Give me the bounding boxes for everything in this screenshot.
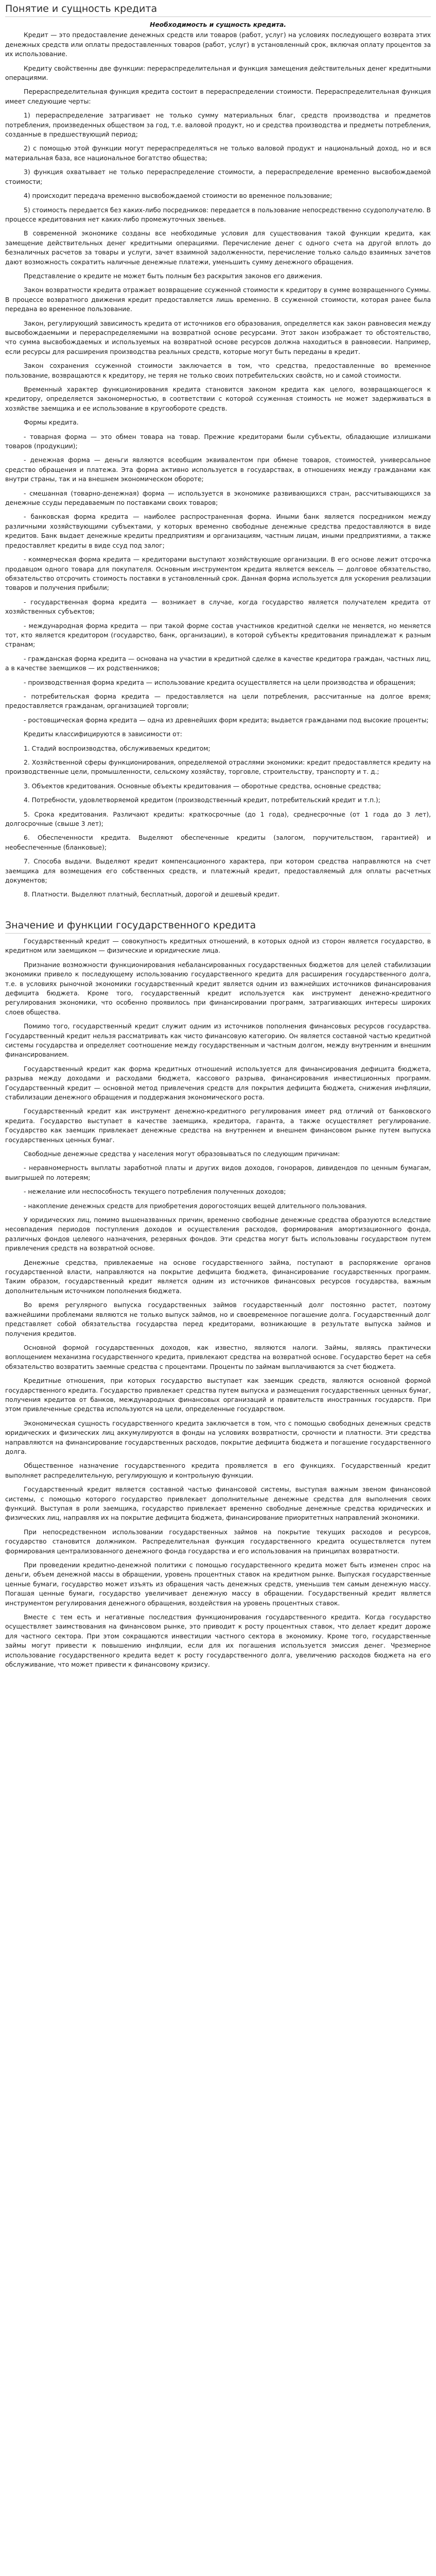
- paragraph: - гражданская форма кредита — основана на участии в кредитной сделке в качестве кредитора граждан, частных лиц, а в качестве заемщиков — их родственников;: [5, 655, 431, 672]
- paragraph: 8. Платности. Выделяют платный, бесплатный, дорогой и дешевый кредит.: [24, 891, 280, 899]
- paragraph: Формы кредита.: [24, 419, 79, 427]
- paragraph: - неравномерность выплаты заработной платы и других видов доходов, гонораров, дивидендов по ценным бумагам, выигрышей по лотереям;: [5, 1164, 431, 1181]
- paragraph: 5) стоимость передается без каких-либо посредников: передается в пользование непосредственно ссудополучателю. В процессе кредитования нет каких-либо промежуточных звеньев.: [5, 206, 431, 223]
- paragraph: Помимо того, государственный кредит служит одним из источников пополнения финансовых ресурсов государства. Государственный кредит нельзя рассматривать как чисто финансовую категорию. Он является составной частью кредитной системы государства и определяет соотношение между государственным и частным долгом, между внутренним и внешним финансированием.: [5, 1023, 431, 1059]
- paragraph: 2) с помощью этой функции могут перераспределяться не только валовой продукт и национальный доход, но и вся материальная база, все национальное богатство общества;: [5, 145, 431, 162]
- paragraph: Закон возвратности кредита отражает возвращение ссуженной стоимости к кредитору в сумме возвращенного Суммы. В процессе возвратного движения кредит предоставляется лишь временно. В ссуженной стоимости, которая ранее была передана во временное пользование.: [5, 286, 431, 313]
- paragraph: Кредиту свойственны две функции: перераспределительная и функция замещения действительных денег кредитными операциями.: [5, 64, 431, 82]
- paragraph: 2. Хозяйственной сферы функционирования, определяемой отраслями экономики: кредит предоставляется кредиту на производственные цели, промышленности, сельскому хозяйству, торговле, строительству, транспорту и т. д.;: [5, 759, 431, 776]
- paragraph: 1. Стадий воспроизводства, обслуживаемых кредитом;: [24, 744, 211, 752]
- paragraph: 6. Обеспеченности кредита. Выделяют обеспеченные кредиты (залогом, поручительством, гарантией) и необеспеченные (бланковые);: [5, 834, 431, 851]
- paragraph: Вместе с тем есть и негативные последствия функционирования государственного кредита. Когда государство осуществляет заимствования на финансовом рынке, это приводит к росту процентных ставок, что делает кредит дороже для частного сектора. При этом сокращаются инвестиции частного сектора в экономику. Кроме того, государственные займы могут привести к повышению инфляции, если для их погашения используется эмиссия денег. Чрезмерное использование государственного кредита ведет к росту государственного долга, увеличению расходов бюджета на его обслуживание, что может привести к финансовому кризису.: [5, 1614, 431, 1669]
- paragraph: 4) происходит передача временно высвобождаемой стоимости во временное пользование;: [24, 192, 333, 200]
- paragraph: - потребительская форма кредита — предоставляется на цели потребления, рассчитанные на долгое время; предоставляется гражданам, организацией торговли;: [5, 692, 431, 710]
- paragraph: Во время регулярного выпуска государственных займов государственный долг постоянно растет, поэтому важнейшими проблемами являются не только выпуск займов, но и своевременное погашение долга. Государственный долг представляет собой обязательства государства перед кредиторами, возникающие в результате выпуска займов и получения кредитов.: [5, 1301, 431, 1337]
- paragraph: Представление о кредите не может быть полным без раскрытия законов его движения.: [24, 272, 323, 280]
- paragraph: - денежная форма — деньги являются всеобщим эквивалентом при обмене товаров, стоимостей, универсальное средство обращения и платежа. Эта форма активно используется в государствах, в отношениях между гражданами как внутри страны, так и на внешнем экономическом обороте;: [5, 456, 431, 483]
- paragraph: - ростовщическая форма кредита — одна из древнейших форм кредита; выдается гражданами под высокие проценты;: [24, 716, 429, 724]
- paragraph: У юридических лиц, помимо вышеназванных причин, временно свободные денежные средства образуются вследствие несовпадения периодов поступления доходов и осуществления расходов, формирования амортизационного фонда, различных фондов целевого назначения, резервных фондов. Эти средства могут быть использованы государством путем привлечения средств на возвратной основе.: [5, 1216, 431, 1252]
- paragraph: 5. Срока кредитования. Различают кредиты: краткосрочные (до 1 года), среднесрочные (от 1 года до 3 лет), долгосрочные (свыше 3 лет);: [5, 810, 431, 828]
- section-body: [5, 937, 431, 1674]
- section-title: Значение и функции государственного кредита: [5, 920, 431, 934]
- paragraph: - международная форма кредита — при такой форме состав участников кредитной сделки не меняется, но меняется тот, кто является кредитором (государство, банк, организации), в которой субъекты кредитования принадлежат к разным странам;: [5, 622, 431, 649]
- paragraph: - нежелание или неспособность текущего потребления полученных доходов;: [24, 1188, 286, 1196]
- paragraph: При проведении кредитно-денежной политики с помощью государственного кредита может быть изменен спрос на деньги, объем денежной массы в обращении, уровень процентных ставок на кредитном рынке. Выпуская государственные ценные бумаги, государство может изъять из обращения часть денежных средств, уменьшив тем самым денежную массу. Погашая ценные бумаги, государство увеличивает денежную массу в обращении. Государственный кредит является инструментом регулирования денежного обращения, воздействия на уровень процентных ставок.: [5, 1562, 431, 1607]
- paragraph: Государственный кредит является составной частью финансовой системы, выступая важным звеном финансовой системы, с помощью которого государство привлекает дополнительные денежные средства для выполнения своих функций. Выступая в роли заемщика, государство привлекает временно свободные денежные средства юридических и физических лиц, направляя их на покрытие дефицита бюджета, финансирование приоритетных направлений экономики.: [5, 1486, 431, 1522]
- paragraph: Закон, регулирующий зависимость кредита от источников его образования, определяется как закон равновесия между высвобождаемыми и перераспределяемыми на возвратной основе ресурсами. Этот закон изображает то обстоятельство, что сумма высвобождаемых и используемых на возвратной основе ресурсов должна находиться в равновесии. Например, если ресурсы для расширения производства реальных средств, которые могут быть переданы в кредит.: [5, 319, 431, 355]
- paragraph: Денежные средства, привлекаемые на основе государственного займа, поступают в распоряжение органов государственной власти, направляются на покрытие дефицита бюджета, финансирование государственных программ. Таким образом, государственный кредит является одним из источников финансовых ресурсов государства, важным дополнительным источником пополнения бюджета.: [5, 1259, 431, 1295]
- paragraph: 1) перераспределение затрагивает не только сумму материальных благ, средств производства и предметов потребления, произведенных обществом за год, т.е. валовой продукт, но и средства производства и предметы потребления, созданные в предшествующий период;: [5, 112, 431, 139]
- section-body: [5, 30, 431, 904]
- paragraph: - коммерческая форма кредита — кредиторами выступают хозяйствующие организации. В его основе лежит отсрочка продавцом одного товара для покупателя. Основным инструментом кредита является вексель — долговое обязательство, обязательство отсрочить стоимость поставки в установленный срок. Данная форма используется для ускорения реализации товаров и получения прибыли;: [5, 556, 431, 592]
- paragraph: 7. Способа выдачи. Выделяют кредит компенсационного характера, при котором средства направляются на счет заемщика для возмещения его собственных средств, и платежный кредит, предоставляемый для оплаты расчетных документов;: [5, 858, 431, 885]
- paragraph: Закон сохранения ссуженной стоимости заключается в том, что средства, предоставленные во временное пользование, возвращаются к кредитору, не теряя не только своих потребительских свойств, но и самой стоимости.: [5, 362, 431, 379]
- paragraph: При непосредственном использовании государственных займов на покрытие текущих расходов и ресурсов, государство становится должником. Распределительная функция государственного кредита осуществляется путем формирования централизованного денежного фонда государства и его использования на принципах возвратности.: [5, 1528, 431, 1555]
- paragraph: Признание возможности функционирования небалансированных государственных бюджетов для целей стабилизации экономики привело к последующему использованию государственного кредита для расширения государственного долга, т.е. в условиях рыночной экономики государственный кредит является одним из важнейших источников финансирования дефицита бюджета. Кроме того, государственный кредит используется как инструмент денежно-кредитного регулирования экономики, что особенно проявилось при финансировании программ, затрагивающих интересы широких слоев общества.: [5, 961, 431, 1016]
- section-title: Понятие и сущность кредита: [5, 3, 431, 17]
- paragraph: 3. Объектов кредитования. Основные объекты кредитования — оборотные средства, основные средства;: [24, 782, 381, 790]
- paragraph: Кредитные отношения, при которых государство выступает как заемщик средств, являются основной формой государственного кредита. Государство привлекает средства путем выпуска и размещения государственных ценных бумаг, получения кредитов от банков, международных финансовых организаций и правительств иностранных государств. При этом привлеченные средства используются на цели, определенные государством.: [5, 1377, 431, 1413]
- paragraph: Кредиты классифицируются в зависимости от:: [24, 731, 182, 738]
- paragraph: В современной экономике созданы все необходимые условия для существования такой функции кредита, как замещение действительных денег кредитными операциями. Перечисление денег с одного счета на другой вплоть до безналичных расчетов за товары и услуги, зачет взаимной задолженности, перечисление только сальдо взаимных зачетов дают возможность сократить наличные денежные платежи, уменьшить сумму денежного обращения.: [5, 230, 431, 266]
- paragraph: Общественное назначение государственного кредита проявляется в его функциях. Государственный кредит выполняет распределительную, регулирующую и контрольную функции.: [5, 1462, 431, 1479]
- paragraph: - смешанная (товарно-денежная) форма — используется в экономике развивающихся стран, рассчитывающихся за денежные ссуды передаваемым по поставками своих товаров;: [5, 489, 431, 507]
- paragraph: - товарная форма — это обмен товара на товар. Прежние кредиторами были субъекты, обладающие излишками товаров (продукции);: [5, 433, 431, 450]
- paragraph: Перераспределительная функция кредита состоит в перераспределении стоимости. Перераспределительная функция имеет следующие черты:: [5, 88, 431, 105]
- paragraph: 3) функция охватывает не только перераспределение стоимости, а перераспределение временно высвобождаемой стоимости;: [5, 168, 431, 185]
- paragraph: - накопление денежных средств для приобретения дорогостоящих вещей длительного пользования.: [24, 1202, 367, 1210]
- paragraph: Кредит — это предоставление денежных средств или товаров (работ, услуг) на условиях последующего возврата этих денежных средств или оплаты предоставленных товаров (работ, услуг) в установленный срок, включая оплату процентов за их использование.: [5, 31, 431, 58]
- paragraph: Свободные денежные средства у населения могут образовываться по следующим причинам:: [24, 1150, 340, 1158]
- paragraph: Государственный кредит — совокупность кредитных отношений, в которых одной из сторон является государство, в кредитном или заемщиком — физические и юридические лица.: [5, 937, 431, 955]
- paragraph: Государственный кредит как инструмент денежно-кредитного регулирования имеет ряд отличий от банковского кредита. Государство выступает в качестве заемщика, кредитора, гаранта, а также осуществляет регулирование. Государство как заемщик привлекает денежные средства на внутреннем и внешнем финансовом рынке путем выпуска государственных ценных бумаг.: [5, 1108, 431, 1144]
- paragraph: Государственный кредит как форма кредитных отношений используется для финансирования дефицита бюджета, разрыва между доходами и расходами бюджета, кассового разрыва, финансирования инвестиционных программ. Государственный кредит — основной метод привлечения средств для покрытия дефицита бюджета, снижения инфляции, стабилизации денежного обращения и поддержания экономического роста.: [5, 1065, 431, 1101]
- paragraph: 4. Потребности, удовлетворяемой кредитом (производственный кредит, потребительский кредит и т.п.);: [24, 796, 380, 804]
- paragraph: Временный характер функционирования кредита становится законом кредита как целого, возвращающегося к кредитору, определяется закономерностью, в соответствии с которой ссуженная стоимость не может задерживаться в хозяйстве заемщика и ее использование в кругообороте средств.: [5, 386, 431, 412]
- paragraph: - банковская форма кредита — наиболее распространенная форма. Иными банк является посредником между различными хозяйствующими субъектами, у которых временно свободные денежные средства предоставляются в виде кредитов. Банк выдает денежные кредиты предприятиям и организациям, частным лицам, иными предприятиями, а также предоставляет кредиты в виде ссуд под залог;: [5, 513, 431, 549]
- paragraph: - государственная форма кредита — возникает в случае, когда государство является получателем кредита от хозяйственных субъектов;: [5, 598, 431, 616]
- section-subtitle: Необходимость и сущность кредита.: [150, 21, 286, 28]
- paragraph: Основной формой государственных доходов, как известно, являются налоги. Займы, являясь практически воплощением механизма государственного кредита, привлекают средства на возвратной основе. Государство берет на себя обязательство возвратить заемные средства с процентами. Проценты по займам выплачиваются за счет бюджета.: [5, 1344, 431, 1370]
- paragraph: - производственная форма кредита — использование кредита осуществляется на цели производства и обращения;: [24, 679, 416, 686]
- paragraph: Экономическая сущность государственного кредита заключается в том, что с помощью свободных денежных средств юридических и физических лиц аккумулируются в фонды на условиях возвратности, срочности и платности. Эти средства направляются на финансирование государственных расходов, покрытие дефицита бюджета и погашение государственного долга.: [5, 1419, 431, 1455]
